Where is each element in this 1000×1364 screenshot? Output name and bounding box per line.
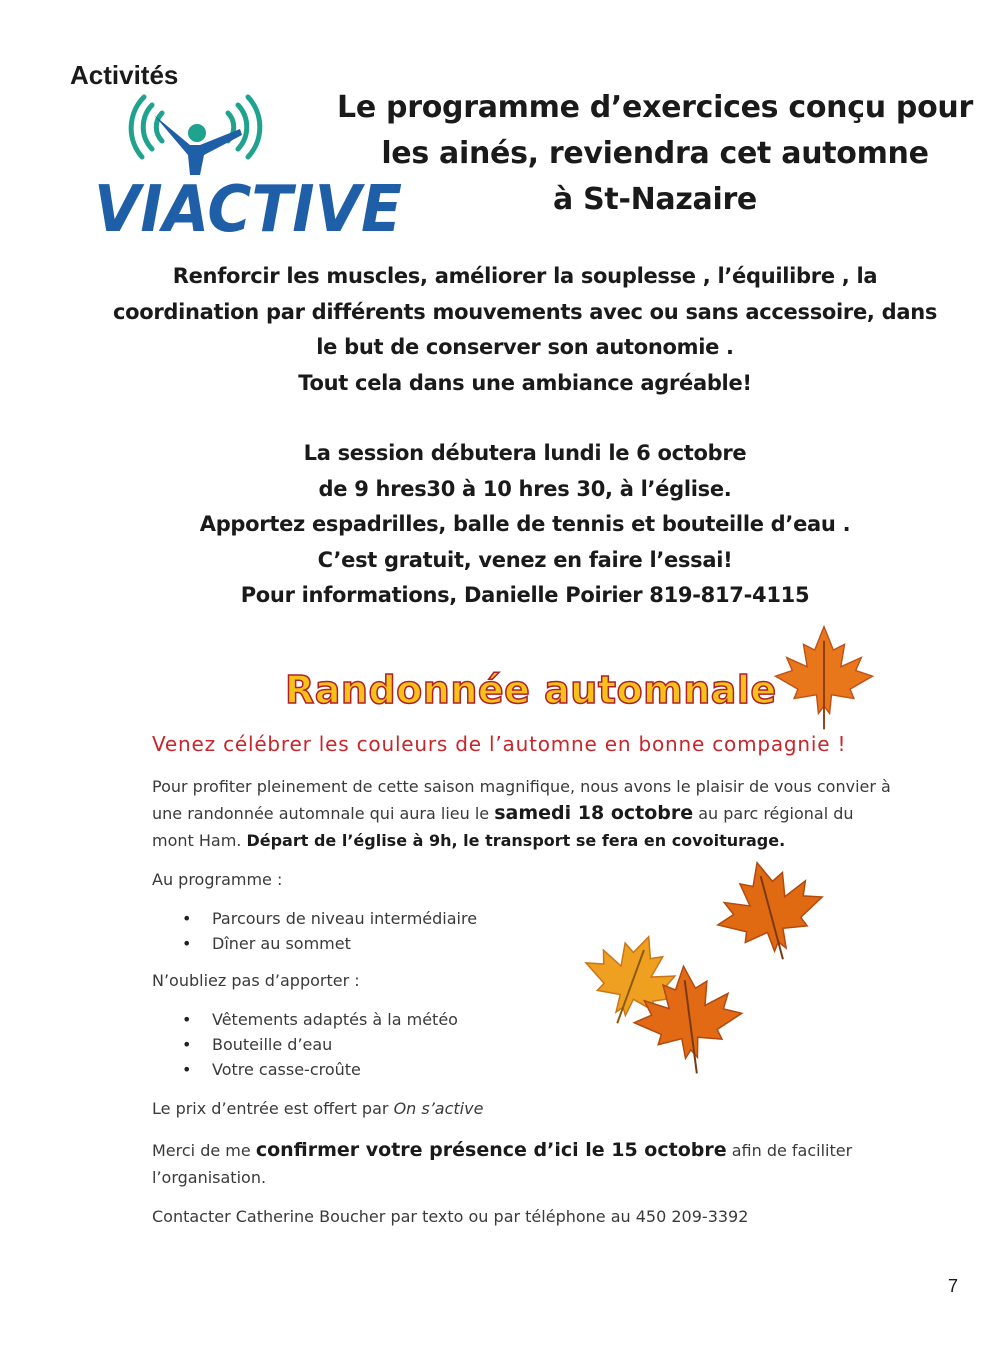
intro-line: Renforcir les muscles, améliorer la souplesse , l’équilibre , la — [172, 264, 878, 288]
intro-line: le but de conserver son autonomie . — [316, 335, 734, 359]
price-note — [152, 1095, 892, 1122]
intro-line: Tout cela dans une ambiance agréable! — [298, 370, 752, 395]
viactive-intro — [60, 259, 990, 401]
details-line: La session débutera lundi le 6 octobre — [303, 441, 747, 465]
section-label: Activités — [70, 60, 179, 90]
list-item: • Votre casse-croûte — [152, 1057, 892, 1082]
hike-intro-text: Pour profiter pleinement de cette saison magnifique, nous avons le plaisir de vous convier à une randonnée automnale qui aura lieu le — [152, 777, 891, 823]
list-item: • Parcours de niveau intermédiaire — [152, 906, 892, 931]
hike-date: samedi 18 octobre — [494, 802, 694, 824]
bring-list — [152, 1007, 892, 1082]
list-item: • Dîner au sommet — [152, 931, 892, 956]
hike-title: Randonnée automnale — [285, 668, 777, 712]
viactive-details — [60, 436, 990, 614]
details-line: C’est gratuit, venez en faire l’essai! — [317, 547, 733, 572]
page-number: 7 — [947, 1276, 958, 1296]
details-line: Pour informations, Danielle Poirier 819-817-4115 — [240, 583, 810, 607]
maple-leaf-icon — [768, 622, 880, 734]
program-label: Au programme : — [152, 870, 283, 889]
headline-line: les ainés, reviendra cet automne — [381, 136, 929, 171]
program-list — [152, 906, 892, 956]
details-line: Apportez espadrilles, balle de tennis et bouteille d’eau . — [199, 512, 851, 536]
hike-subtitle: Venez célébrer les couleurs de l’automne en bonne compagnie ! — [152, 732, 847, 756]
list-item: • Vêtements adaptés à la météo — [152, 1007, 892, 1032]
bring-label: N’oubliez pas d’apporter : — [152, 971, 360, 990]
details-line: de 9 hres30 à 10 hres 30, à l’église. — [318, 476, 732, 501]
list-item: • Bouteille d’eau — [152, 1032, 892, 1057]
headline-line: Le programme d’exercices conçu pour — [337, 90, 973, 125]
contact-note: Contacter Catherine Boucher par texto ou par téléphone au 450 209-3392 — [152, 1207, 749, 1226]
confirm-suffix: afin de faciliter l’organisation. — [152, 1141, 853, 1187]
hike-departure: Départ de l’église à 9h, le transport se fera en covoiturage. — [246, 831, 786, 850]
price-sponsor: On s’active — [393, 1099, 484, 1118]
confirm-note — [152, 1137, 887, 1191]
program-headline — [330, 85, 980, 223]
intro-line: coordination par différents mouvements avec ou sans accessoire, dans — [112, 299, 938, 324]
confirm-prefix: Merci de me — [152, 1141, 256, 1160]
headline-line: à St-Nazaire — [553, 182, 757, 217]
hike-intro-text: au parc régional du mont Ham. — [152, 804, 854, 850]
hike-intro — [152, 773, 897, 854]
price-prefix: Le prix d’entrée est offert par — [152, 1099, 394, 1118]
logo-wordmark: VIACTIVE — [94, 173, 402, 238]
confirm-deadline: confirmer votre présence d’ici le 15 octobre — [255, 1139, 727, 1161]
